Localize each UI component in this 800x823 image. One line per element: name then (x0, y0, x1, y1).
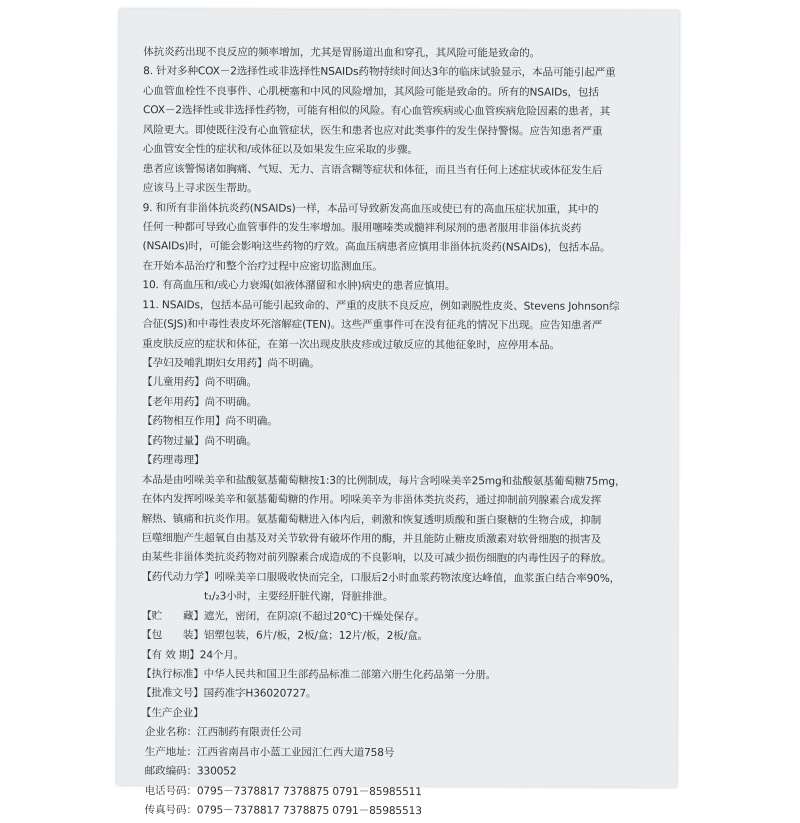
text-line: 【包 装】铝塑包装，6片/板，2板/盒；12片/板，2板/盒。 (141, 629, 429, 643)
manufacturer-postcode-value: 330052 (196, 765, 237, 778)
text-line: (NSAIDs)时，可能会影响这些药物的疗效。高血压病患者应慎用非甾体抗炎药(NSAIDs)，包括本品。 (142, 240, 611, 255)
text-line: 【药代动力学】吲哚美辛口服吸收快而完全，口服后2小时血浆药物浓度达峰值，血浆蛋白结合率90%， (141, 570, 621, 585)
manufacturer-fax-value: 0795－7378817 7378875 0791－85985513 (196, 804, 422, 818)
text-line: 11. NSAIDs，包括本品可能引起致命的、严重的皮肤不良反应，例如剥脱性皮炎、Stevens Johnson综 (142, 298, 620, 313)
text-line: t₁/₂3小时，主要经肝脏代谢，肾脏排泄。 (141, 590, 394, 604)
text-line: 在开始本品治疗和整个治疗过程中应密切监测血压。 (142, 259, 383, 273)
text-line: 重皮肤反应的症状和体征，在第一次出现皮肤皮疹或过敏反应的其他征象时，应停用本品。 (142, 337, 560, 352)
manufacturer-address-label: 生产地址： (144, 745, 198, 759)
text-line: 【药理毒理】 (141, 454, 205, 467)
text-line: 任何一种都可导致心血管事件的发生率增加。服用噻嗪类或髓袢利尿剂的患者服用非甾体抗炎药 (142, 221, 582, 235)
text-line: 【孕妇及哺乳期妇女用药】尚不明确。 (142, 357, 320, 370)
text-line: 【药物过量】尚不明确。 (141, 434, 257, 448)
text-line: 应该马上寻求医生帮助。 (142, 182, 258, 195)
text-line: 【老年用药】尚不明确。 (141, 395, 257, 409)
text-line: 巨噬细胞产生超氧自由基及对关节软骨有破坏作用的酶，并且能防止糖皮质激素对软骨细胞的损害及 (141, 532, 602, 546)
manufacturer-name-value: 江西制药有限责任公司 (197, 726, 302, 739)
manufacturer-postcode (141, 762, 681, 783)
text-line: 【生产企业】 (140, 706, 204, 720)
manufacturer-phone-value: 0795－7378817 7378875 0791－85985511 (196, 784, 422, 798)
manufacturer-postcode-label: 邮政编码： (144, 765, 197, 778)
text-line: 心血管血栓性不良事件、心肌梗塞和中风的风险增加，其风险可能是致命的。所有的NSAIDs，包括 (143, 84, 599, 99)
manufacturer-fax (141, 801, 681, 822)
text-line: 【执行标准】中华人民共和国卫生部药品标准二部第六册生化药品第一分册。 (141, 668, 497, 682)
text-line: 8. 针对多种COX－2选择性或非选择性NSAIDs药物持续时间达3年的临床试验显示，本品可能引起严重 (143, 65, 616, 80)
text-line: 10. 有高血压和/或心力衰竭(如液体潴留和水肿)病史的患者应慎用。 (142, 279, 456, 293)
text-line: 在体内发挥吲哚美辛和氨基葡萄糖的作用。吲哚美辛为非甾体类抗炎药，通过抑制前列腺素合成发挥 (141, 493, 602, 507)
text-line: 合征(SJS)和中毒性表皮坏死溶解症(TEN)。这些严重事件可在没有征兆的情况下出现。应告知患者严 (142, 318, 603, 332)
text-line: 由某些非甾体类抗炎药物对前列腺素合成造成的不良影响，以及可减少损伤细胞的内毒性因子的释放。 (141, 551, 612, 566)
text-line: 风险更大。即使既往没有心血管症状，医生和患者也应对此类事件的发生保持警惕。应告知患者严重 (142, 123, 603, 138)
text-line: 【贮 藏】遮光，密闭，在阴凉(不超过20℃)干燥处保存。 (141, 609, 425, 623)
manufacturer-name-label: 企业名称： (144, 726, 198, 739)
manufacturer-name (141, 723, 681, 744)
text-line: 【儿童用药】尚不明确。 (142, 376, 257, 389)
manufacturer-address-value: 江西省南昌市小蓝工业园汇仁西大道758号 (196, 746, 395, 759)
manufacturer-phone-label: 电话号码： (144, 784, 197, 797)
text-line: 体抗炎药出现不良反应的频率增加，尤其是胃肠道出血和穿孔，其风险可能是致命的。 (143, 46, 541, 60)
text-line: 本品是由吲哚美辛和盐酸氨基葡萄糖按1:3的比例制成，每片含吲哚美辛25mg和盐酸氨基葡萄糖75mg， (141, 473, 626, 488)
manufacturer-phone (141, 782, 681, 803)
text-line: 9. 和所有非甾体抗炎药(NSAIDs)一样，本品可导致新发高血压或使已有的高血压症状加重，其中的 (142, 201, 599, 216)
insert-text-body (141, 43, 684, 822)
text-line: 【有 效 期】24个月。 (141, 648, 245, 662)
text-line: 【批准文号】国药准字H36020727。 (140, 687, 317, 701)
package-insert-sheet (117, 9, 680, 818)
text-line: 【药物相互作用】尚不明确。 (141, 415, 278, 428)
manufacturer-fax-label: 传真号码： (144, 804, 197, 817)
manufacturer-address (141, 743, 681, 764)
text-line: COX－2选择性或非选择性药物，可能有相似的风险。有心血管疾病或心血管疾病危险因素的患者，其 (142, 104, 611, 119)
text-line: 患者应该警惕诸如胸痛、气短、无力、言语含糊等症状和体征，而且当有任何上述症状或体征发生后 (142, 162, 603, 177)
text-line: 解热、镇痛和抗炎作用。氨基葡萄糖进入体内后，刺激和恢复透明质酸和蛋白聚糖的生物合成，抑制 (141, 512, 602, 527)
text-line: 心血管安全性的症状和/或体征以及如果发生应采取的步骤。 (142, 143, 418, 157)
